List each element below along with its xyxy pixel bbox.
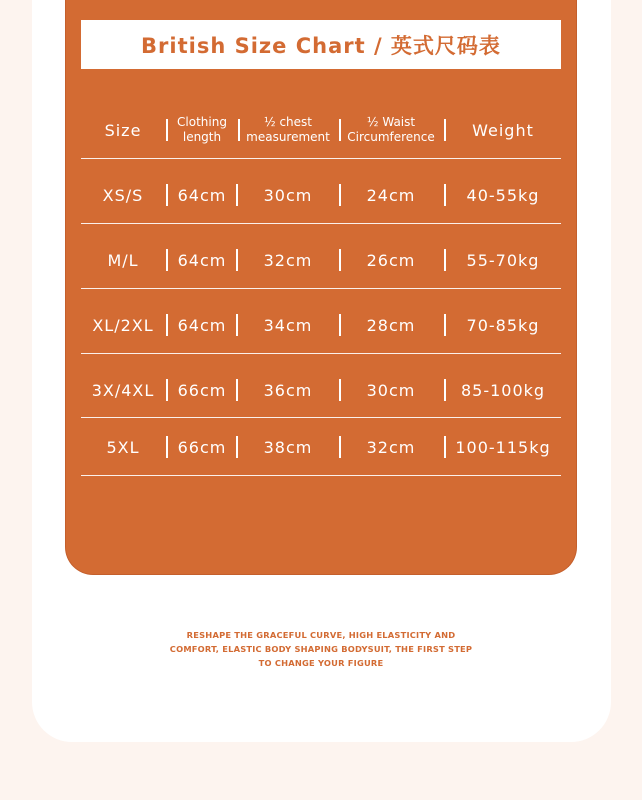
cell-chest: 34cm xyxy=(263,315,313,335)
row-divider xyxy=(81,417,561,418)
table-row xyxy=(81,178,561,212)
column-separator xyxy=(444,436,446,458)
row-divider xyxy=(81,223,561,224)
cell-size: XL/2XL xyxy=(92,315,154,335)
cell-length: 64cm xyxy=(177,185,227,205)
cell-size: 3X/4XL xyxy=(91,380,155,400)
row-divider xyxy=(81,288,561,289)
column-separator xyxy=(236,314,238,336)
cell-waist: 24cm xyxy=(366,185,416,205)
column-separator xyxy=(444,119,446,141)
column-separator xyxy=(166,314,168,336)
cell-length: 64cm xyxy=(177,315,227,335)
table-row xyxy=(81,243,561,277)
cell-weight: 100-115kg xyxy=(455,437,551,457)
row-divider xyxy=(81,158,561,159)
tagline-line: TO CHANGE YOUR FIGURE xyxy=(258,658,384,668)
column-separator xyxy=(236,436,238,458)
column-separator xyxy=(236,379,238,401)
cell-chest: 32cm xyxy=(263,250,313,270)
column-separator xyxy=(444,249,446,271)
header-weight: Weight xyxy=(472,120,534,140)
table-row xyxy=(81,373,561,407)
cell-size: M/L xyxy=(107,250,139,270)
column-separator xyxy=(444,314,446,336)
column-separator xyxy=(166,119,168,141)
header-half-chest: ½ chest measurement xyxy=(246,115,330,144)
column-separator xyxy=(339,184,341,206)
column-separator xyxy=(166,249,168,271)
table-row xyxy=(81,430,561,464)
column-separator xyxy=(238,119,240,141)
table-row xyxy=(81,308,561,342)
row-divider xyxy=(81,475,561,476)
cell-weight: 55-70kg xyxy=(466,250,540,270)
cell-chest: 30cm xyxy=(263,185,313,205)
row-divider xyxy=(81,353,561,354)
cell-length: 66cm xyxy=(177,380,227,400)
column-separator xyxy=(339,249,341,271)
cell-length: 66cm xyxy=(177,437,227,457)
cell-waist: 28cm xyxy=(366,315,416,335)
cell-size: 5XL xyxy=(106,437,140,457)
cell-weight: 40-55kg xyxy=(466,185,540,205)
cell-chest: 36cm xyxy=(263,380,313,400)
cell-weight: 70-85kg xyxy=(466,315,540,335)
column-separator xyxy=(339,119,341,141)
column-separator xyxy=(166,184,168,206)
cell-waist: 30cm xyxy=(366,380,416,400)
column-separator xyxy=(444,379,446,401)
header-clothing-length: Clothing length xyxy=(177,115,227,144)
column-separator xyxy=(166,436,168,458)
header-size: Size xyxy=(104,120,142,140)
chart-title-box xyxy=(81,20,561,69)
column-separator xyxy=(236,184,238,206)
header-half-waist: ½ Waist Circumference xyxy=(347,115,435,144)
column-separator xyxy=(166,379,168,401)
cell-size: XS/S xyxy=(102,185,144,205)
column-separator xyxy=(339,314,341,336)
tagline-line: COMFORT, ELASTIC BODY SHAPING BODYSUIT, THE FIRST STEP xyxy=(169,644,473,654)
tagline-line: RESHAPE THE GRACEFUL CURVE, HIGH ELASTICITY AND xyxy=(186,630,456,640)
column-separator xyxy=(339,436,341,458)
column-separator xyxy=(339,379,341,401)
column-separator xyxy=(236,249,238,271)
cell-weight: 85-100kg xyxy=(460,380,546,400)
cell-waist: 26cm xyxy=(366,250,416,270)
cell-length: 64cm xyxy=(177,250,227,270)
column-separator xyxy=(444,184,446,206)
tagline xyxy=(120,628,522,670)
cell-chest: 38cm xyxy=(263,437,313,457)
cell-waist: 32cm xyxy=(366,437,416,457)
table-header-row xyxy=(81,106,561,154)
chart-title: British Size Chart / 英式尺码表 xyxy=(141,33,501,58)
